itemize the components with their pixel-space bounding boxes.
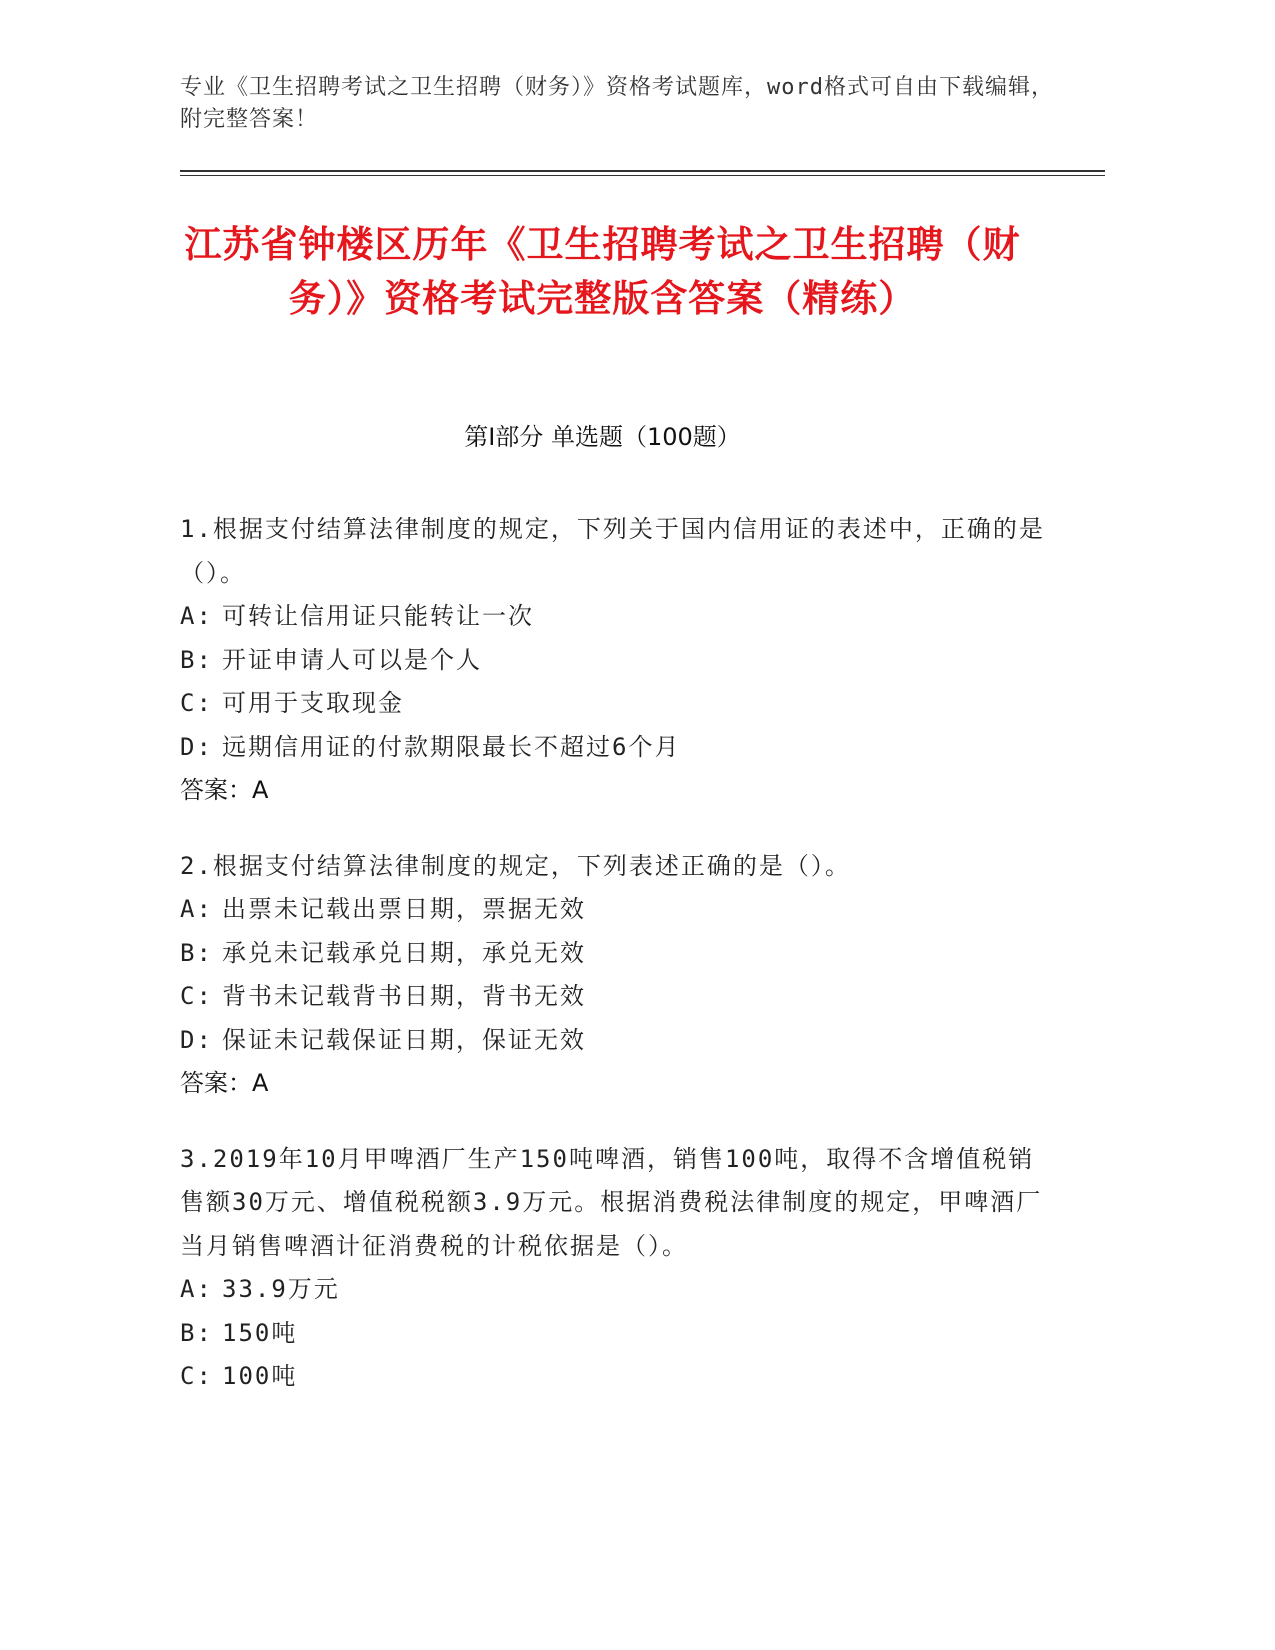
header-divider-thin xyxy=(180,175,1105,176)
question-option-b xyxy=(180,639,1060,683)
option-key: C: xyxy=(180,689,213,717)
option-key: A: xyxy=(180,602,213,630)
option-text: 100吨 xyxy=(222,1362,298,1390)
question-answer: 答案：A xyxy=(180,1069,269,1097)
question-item xyxy=(180,508,1060,813)
option-text: 33.9万元 xyxy=(222,1275,340,1303)
question-option-a xyxy=(180,595,1060,639)
question-list xyxy=(180,508,1060,1431)
option-text: 远期信用证的付款期限最长不超过6个月 xyxy=(222,732,681,761)
question-option-d xyxy=(180,726,1060,770)
question-option-c xyxy=(180,682,1060,726)
option-key: A: xyxy=(180,1275,213,1303)
option-key: C: xyxy=(180,982,213,1010)
document-title: 江苏省钟楼区历年《卫生招聘考试之卫生招聘（财务）》资格考试完整版含答案（精练） xyxy=(184,223,1021,320)
question-option-b xyxy=(180,932,1060,976)
option-text: 150吨 xyxy=(222,1318,298,1347)
question-option-c xyxy=(180,1355,1060,1399)
question-stem: 1.根据支付结算法律制度的规定，下列关于国内信用证的表述中，正确的是（）。 xyxy=(180,515,1045,587)
question-option-d xyxy=(180,1019,1060,1063)
option-text: 开证申请人可以是个人 xyxy=(222,645,482,674)
option-text: 背书未记载背书日期，背书无效 xyxy=(222,982,586,1010)
option-key: D: xyxy=(180,1025,213,1054)
option-key: A: xyxy=(180,895,213,923)
question-option-a xyxy=(180,888,1060,932)
option-text: 承兑未记载承兑日期，承兑无效 xyxy=(222,938,586,967)
option-key: B: xyxy=(180,1318,213,1347)
option-text: 出票未记载出票日期，票据无效 xyxy=(222,895,586,923)
question-stem: 2.根据支付结算法律制度的规定，下列表述正确的是（）。 xyxy=(180,851,851,880)
question-option-c xyxy=(180,975,1060,1019)
option-key: D: xyxy=(180,732,213,761)
option-text: 可转让信用证只能转让一次 xyxy=(222,602,534,630)
option-key: C: xyxy=(180,1362,213,1390)
question-stem: 3.2019年10月甲啤酒厂生产150吨啤酒，销售100吨，取得不含增值税销售额30万元、增值税税额3.9万元。根据消费税法律制度的规定，甲啤酒厂当月销售啤酒计征消费税的计税依据是（）。 xyxy=(180,1144,1043,1260)
section-heading: 第Ⅰ部分 单选题（100题） xyxy=(464,423,741,451)
question-item xyxy=(180,845,1060,1106)
header-divider-thick xyxy=(180,170,1105,172)
question-option-a xyxy=(180,1268,1060,1312)
document-header-note: 专业《卫生招聘考试之卫生招聘（财务）》资格考试题库，word格式可自由下载编辑，附完整答案！ xyxy=(180,75,1054,132)
question-answer: 答案：A xyxy=(180,776,269,804)
question-item xyxy=(180,1138,1060,1399)
question-option-b xyxy=(180,1312,1060,1356)
option-text: 可用于支取现金 xyxy=(222,689,404,717)
option-key: B: xyxy=(180,645,213,674)
option-key: B: xyxy=(180,938,213,967)
option-text: 保证未记载保证日期，保证无效 xyxy=(222,1025,586,1054)
